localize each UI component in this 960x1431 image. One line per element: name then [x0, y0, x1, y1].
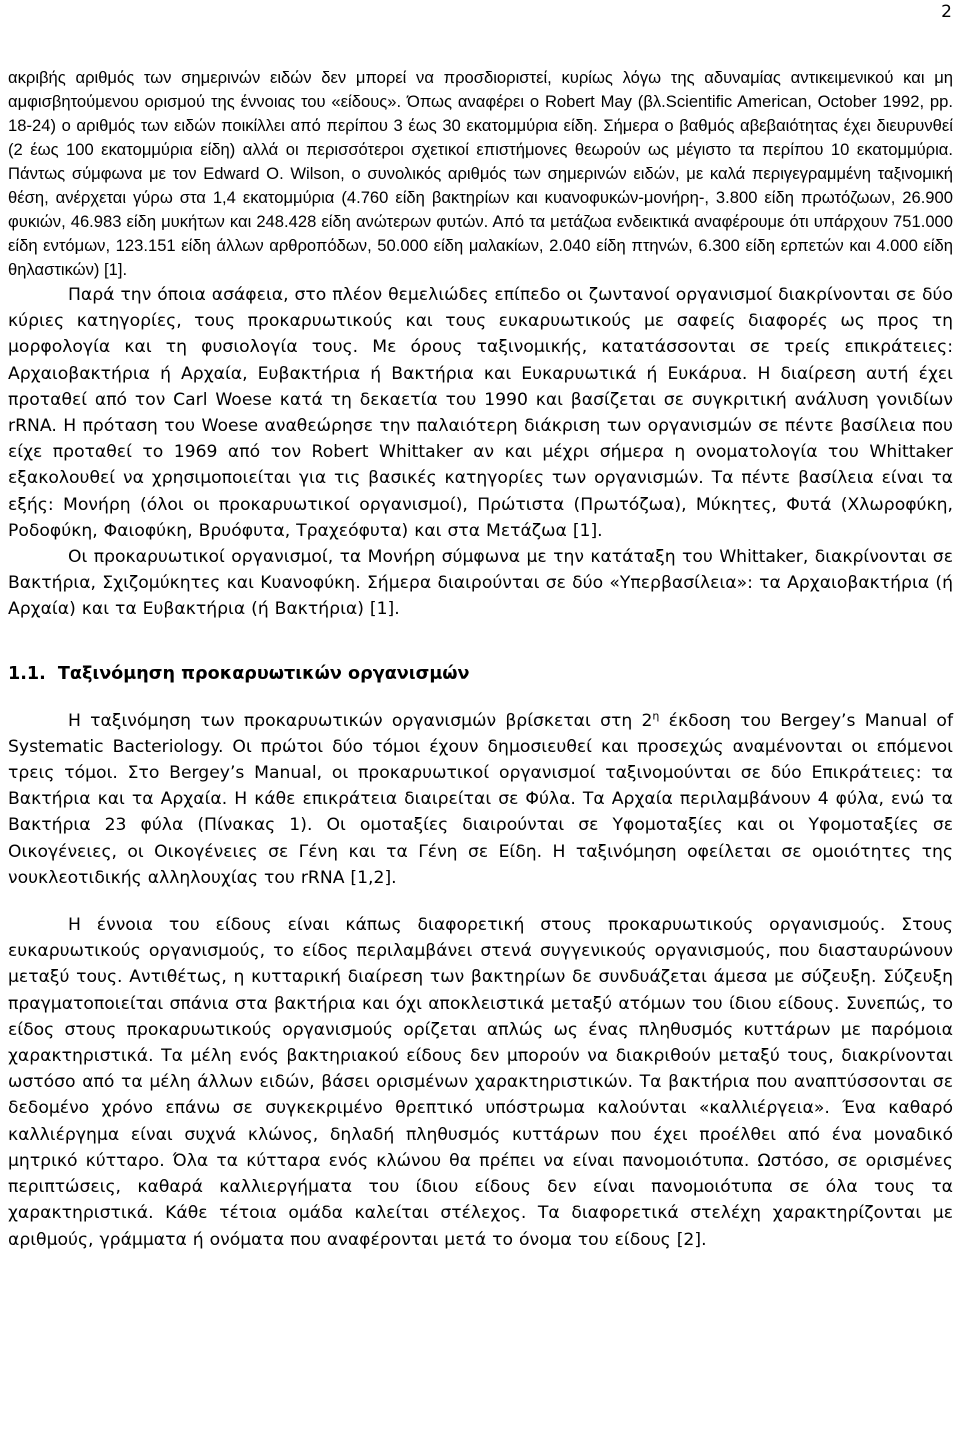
paragraph-bergey-taxonomy: [8, 708, 953, 891]
paragraph-species-count: ακριβής αριθμός των σημερινών ειδών δεν μπορεί να προσδιοριστεί, κυρίως λόγω της αδυναμίας αντικειμενικού και μη αμφισβητούμενου ορισμού της έννοιας του «είδους». Όπως αναφέρει ο Robert May (βλ.Scientific American, October 1992, pp. 18-24) ο αριθμός των ειδών ποικίλλει από περίπου 3 έως 30 εκατομμύρια είδη. Σήμερα ο βαθμός αβεβαιότητας έχει διευρυνθεί (2 έως 100 εκατομμύρια είδη) αλλά οι περισσότεροι σχετικοί επιστήμονες θεωρούν ως μέγιστο τα περίπου 10 εκατομμύρια. Πάντως σύμφωνα με τον Edward O. Wilson, ο συνολικός αριθμός των σημερινών ειδών, με καλά περιγεγραμμένη ταξινομική θέση, ανέρχεται γύρω στα 1,4 εκατομμύρια (4.760 είδη βακτηρίων και κυανοφυκών-μονήρη-, 3.800 είδη πρωτόζωων, 26.900 φυκιών, 46.983 είδη μυκήτων και 248.428 είδη ανώτερων φυτών. Από τα μετάζωα ενδεικτικά αναφέρουμε ότι υπάρχουν 751.000 είδη εντόμων, 123.151 είδη άλλων αρθροπόδων, 50.000 είδη μαλακίων, 2.040 είδη πτηνών, 6.300 είδη ερπετών και 4.000 είδη θηλαστικών) [1].: [8, 68, 953, 279]
paragraph-bergey-text-end: έκδοση του Bergey’s Manual of Systematic Bacteriology. Οι πρώτοι δύο τόμοι έχουν δημοσιευθεί και προσεχώς αναμένονται οι επόμενοι τρεις τόμοι. Στο Bergey’s Manual, οι προκαρυωτικοί οργανισμοί ταξινομούνται σε δύο Επικράτειες: τα Βακτήρια και τα Αρχαία. Η κάθε επικράτεια διαιρείται σε Φύλα. Τα Αρχαία περιλαμβάνουν 4 φύλα, ενώ τα Βακτήρια 23 φύλα (Πίνακας 1). Οι ομοταξίες διαιρούνται σε Υφομοταξίες και οι Υφομοταξίες σε Οικογένειες, οι Οικογένειες σε Γένη και τα Γένη σε Είδη. Η ταξινόμηση οφείλεται σε ομοιότητες της νουκλεοτιδικής αλληλουχίας του rRNA [1,2].: [8, 710, 953, 888]
document-body: [8, 66, 953, 1253]
page-number: 2: [941, 2, 952, 22]
edition-superscript: η: [652, 708, 660, 722]
section-heading: [8, 661, 953, 687]
section-number: 1.1.: [8, 663, 46, 684]
paragraph-species-concept: Η έννοια του είδους είναι κάπως διαφορετική στους προκαρυωτικούς οργανισμούς. Στους ευκαρυωτικούς οργανισμούς, το είδος περιλαμβάνει στενά συγγενικούς οργανισμούς, που διασταυρώνουν μεταξύ τους. Αντιθέτως, η κυτταρική διαίρεση των βακτηρίων δε συνδυάζεται άμεσα με σύζευξη. Σύζευξη πραγματοποιείται σπάνια στα βακτήρια και όχι αποκλειστικά μεταξύ ατόμων του ίδιου είδους. Συνεπώς, το είδος στους προκαρυωτικούς οργανισμούς ορίζεται απλώς ως ένας πληθυσμός κυττάρων με παρόμοια χαρακτηριστικά. Τα μέλη ενός βακτηριακού είδους δεν μπορούν να διακριθούν μεταξύ τους, διακρίνονται ωστόσο από τα μέλη άλλων ειδών, βάσει ορισμένων χαρακτηριστικών. Τα βακτήρια που αναπτύσσονται σε δεδομένο χρόνο επάνω σε συγκεκριμένο θρεπτικό υπόστρωμα καλούνται «καλλιέργεια». Ένα καθαρό καλλιέργημα είναι συχνά κλώνος, δηλαδή πληθυσμός κυττάρων που έχει προέλθει από ένα μοναδικό μητρικό κύτταρο. Όλα τα κύτταρα ενός κλώνου θα πρέπει να είναι πανομοιότυπα. Ωστόσο, σε ορισμένες περιπτώσεις, καθαρά καλλιεργήματα του ίδιου είδους δεν είναι πανομοιότυπα σε όλα τους τα χαρακτηριστικά. Κάθε τέτοια ομάδα καλείται στέλεχος. Τα διαφορετικά στελέχη χαρακτηρίζονται με αριθμούς, γράμματα ή ονόματα που αναφέρονται μετά το όνομα του είδους [2].: [8, 915, 953, 1250]
paragraph-prokaryotes-overview: Οι προκαρυωτικοί οργανισμοί, τα Μονήρη σύμφωνα με την κατάταξη του Whittaker, διακρίνονται σε Βακτήρια, Σχιζομύκητες και Κυανοφύκη. Σήμερα διαιρούνται σε δύο «Υπερβασίλεια»: τα Αρχαιοβακτήρια (ή Αρχαία) και τα Ευβακτήρια (ή Βακτήρια) [1].: [8, 547, 953, 620]
paragraph-bergey-text-start: Η ταξινόμηση των προκαρυωτικών οργανισμών βρίσκεται στη 2: [68, 710, 653, 731]
paragraph-domains-classification: Παρά την όποια ασάφεια, στο πλέον θεμελιώδες επίπεδο οι ζωντανοί οργανισμοί διακρίνονται σε δύο κύριες κατηγορίες, τους προκαρυωτικούς και τους ευκαρυωτικούς με σαφείς διαφορές ως προς τη μορφολογία και τη φυσιολογία τους. Με όρους ταξινομικής, κατατάσσονται σε τρείς επικράτειες: Αρχαιοβακτήρια ή Αρχαία, Ευβακτήρια ή Βακτήρια και Ευκαρυωτικά ή Ευκάρυα. Η διαίρεση αυτή έχει προταθεί από τον Carl Woese κατά τη δεκαετία του 1990 και βασίζεται σε συγκριτική ανάλυση γονιδίων rRNA. Η πρόταση του Woese αναθεώρησε την παλαιότερη διάκριση των οργανισμών σε πέντε βασίλεια που είχε προταθεί το 1969 από τον Robert Whittaker αν και μέχρι σήμερα η ονοματολογία του Whittaker εξακολουθεί να χρησιμοποιείται για τις βασικές κατηγορίες των οργανισμών. Τα πέντε βασίλεια είναι τα εξής: Μονήρη (όλοι οι προκαρυωτικοί οργανισμοί), Πρώτιστα (Πρωτόζωα), Μύκητες, Φυτά (Χλωροφύκη, Ροδοφύκη, Φαιοφύκη, Βρυόφυτα, Τραχεόφυτα) και στα Μετάζωα [1].: [8, 285, 953, 541]
section-title: Ταξινόμηση προκαρυωτικών οργανισμών: [57, 663, 470, 684]
